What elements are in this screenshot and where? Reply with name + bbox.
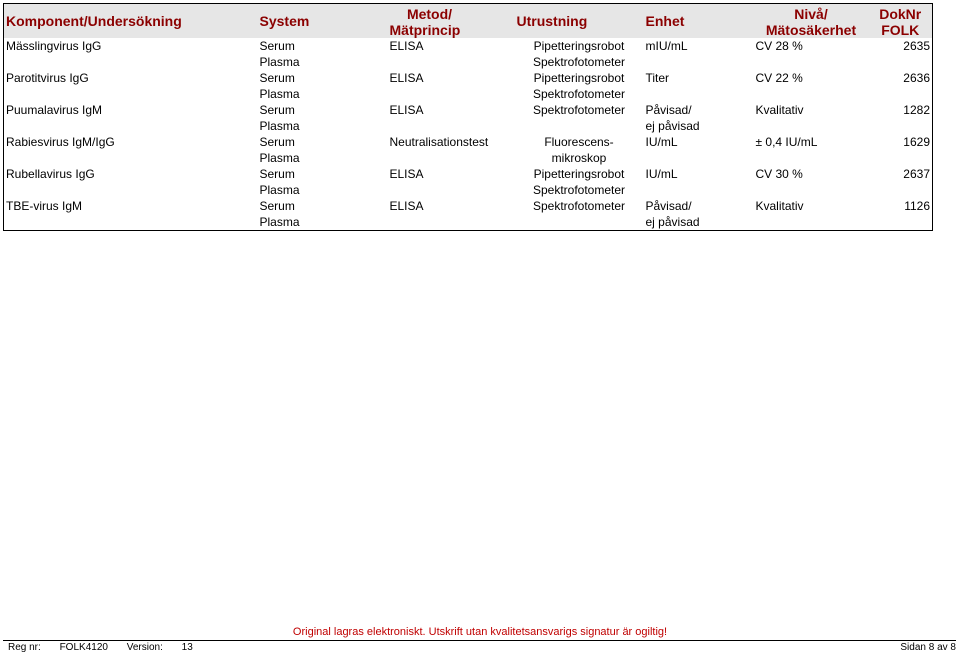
- version-value: 13: [181, 642, 193, 653]
- equipment-cell: [515, 134, 644, 166]
- method-cell: ELISA: [389, 71, 424, 85]
- docnr-cell: 2637: [903, 167, 930, 181]
- unit-line1: Titer: [645, 71, 670, 85]
- docnr-cell: 1282: [903, 103, 930, 117]
- level-cell: Kvalitativ: [755, 199, 804, 213]
- equipment-cell: [515, 38, 644, 70]
- level-cell: Kvalitativ: [755, 103, 804, 117]
- unit-line1: Påvisad/: [645, 103, 692, 117]
- component-cell: Puumalavirus IgM: [6, 103, 103, 117]
- level-cell: ± 0,4 IU/mL: [755, 135, 818, 149]
- equipment-cell: [515, 70, 644, 102]
- header-method: [388, 4, 515, 39]
- system-line2: Plasma: [259, 119, 300, 133]
- equipment-line1: Pipetteringsrobot: [533, 167, 625, 181]
- equipment-line1: Pipetteringsrobot: [533, 39, 625, 53]
- header-level-line1: Nivå/: [794, 6, 828, 22]
- system-cell: [258, 38, 388, 70]
- method-cell: ELISA: [389, 39, 424, 53]
- unit-line1: mIU/mL: [645, 39, 688, 53]
- table-row: [4, 70, 933, 102]
- system-line1: Serum: [259, 199, 295, 213]
- docnr-cell: 2636: [903, 71, 930, 85]
- unit-cell: [644, 38, 754, 70]
- method-cell: Neutralisationstest: [389, 135, 489, 149]
- system-line1: Serum: [259, 167, 295, 181]
- header-system: System: [258, 4, 388, 39]
- docnr-cell: 1629: [903, 135, 930, 149]
- equipment-line2: Spektrofotometer: [532, 87, 626, 101]
- level-cell: CV 22 %: [755, 71, 803, 85]
- table-row: [4, 198, 933, 231]
- unit-cell: [644, 198, 754, 231]
- header-doc-line2: FOLK: [881, 22, 920, 38]
- unit-line2: ej påvisad: [645, 119, 700, 133]
- system-line2: Plasma: [259, 215, 300, 229]
- reg-label: Reg nr:: [8, 642, 41, 653]
- equipment-line1: Spektrofotometer: [532, 199, 626, 213]
- system-cell: [258, 198, 388, 231]
- header-level: [754, 4, 869, 39]
- unit-cell: [644, 102, 754, 134]
- system-line2: Plasma: [259, 151, 300, 165]
- method-cell: ELISA: [389, 167, 424, 181]
- table-row: [4, 166, 933, 198]
- system-line1: Serum: [259, 103, 295, 117]
- system-line2: Plasma: [259, 87, 300, 101]
- equipment-line1: Fluorescens-: [544, 135, 614, 149]
- method-cell: ELISA: [389, 199, 424, 213]
- unit-line1: IU/mL: [645, 135, 678, 149]
- analysis-table: [3, 3, 933, 231]
- system-cell: [258, 102, 388, 134]
- unit-cell: [644, 166, 754, 198]
- footer-divider: [3, 640, 956, 641]
- table-row: [4, 102, 933, 134]
- table-header-row: [4, 4, 933, 39]
- header-method-line1: Metod/: [406, 6, 453, 22]
- level-cell: CV 30 %: [755, 167, 803, 181]
- page-number: Sidan 8 av 8: [900, 642, 956, 653]
- header-docnr: [869, 4, 933, 39]
- component-cell: Parotitvirus IgG: [6, 71, 89, 85]
- system-line1: Serum: [259, 71, 295, 85]
- unit-line1: IU/mL: [645, 167, 678, 181]
- header-method-line2: Mätprincip: [389, 22, 461, 38]
- unit-cell: [644, 70, 754, 102]
- footer-note: Original lagras elektroniskt. Utskrift utan kvalitetsansvarigs signatur är ogiltig!: [292, 626, 668, 638]
- component-cell: Rubellavirus IgG: [6, 167, 95, 181]
- level-cell: CV 28 %: [755, 39, 803, 53]
- system-cell: [258, 70, 388, 102]
- table-row: [4, 38, 933, 70]
- unit-cell: [644, 134, 754, 166]
- system-cell: [258, 134, 388, 166]
- equipment-line2: mikroskop: [551, 151, 607, 165]
- system-line1: Serum: [259, 135, 295, 149]
- system-line2: Plasma: [259, 55, 300, 69]
- header-component: Komponent/Undersökning: [4, 4, 258, 39]
- docnr-cell: 1126: [904, 199, 930, 213]
- equipment-line2: Spektrofotometer: [532, 183, 626, 197]
- unit-line2: ej påvisad: [645, 215, 700, 229]
- table-body: [4, 38, 933, 231]
- footer-left: [8, 642, 209, 653]
- docnr-cell: 2635: [903, 39, 930, 53]
- system-line2: Plasma: [259, 183, 300, 197]
- equipment-cell: [515, 166, 644, 198]
- equipment-line1: Spektrofotometer: [532, 103, 626, 117]
- system-line1: Serum: [259, 39, 295, 53]
- header-equipment: Utrustning: [515, 4, 644, 39]
- table-row: [4, 134, 933, 166]
- component-cell: Rabiesvirus IgM/IgG: [6, 135, 115, 149]
- header-doc-line1: DokNr: [879, 6, 922, 22]
- header-level-line2: Mätosäkerhet: [765, 22, 857, 38]
- system-cell: [258, 166, 388, 198]
- version-label: Version:: [126, 642, 163, 653]
- reg-value: FOLK4120: [59, 642, 108, 653]
- unit-line1: Påvisad/: [645, 199, 692, 213]
- equipment-line1: Pipetteringsrobot: [533, 71, 625, 85]
- component-cell: TBE-virus IgM: [6, 199, 83, 213]
- component-cell: Mässlingvirus IgG: [6, 39, 102, 53]
- equipment-line2: Spektrofotometer: [532, 55, 626, 69]
- method-cell: ELISA: [389, 103, 424, 117]
- equipment-cell: [515, 102, 644, 134]
- header-unit: Enhet: [644, 4, 754, 39]
- equipment-cell: [515, 198, 644, 231]
